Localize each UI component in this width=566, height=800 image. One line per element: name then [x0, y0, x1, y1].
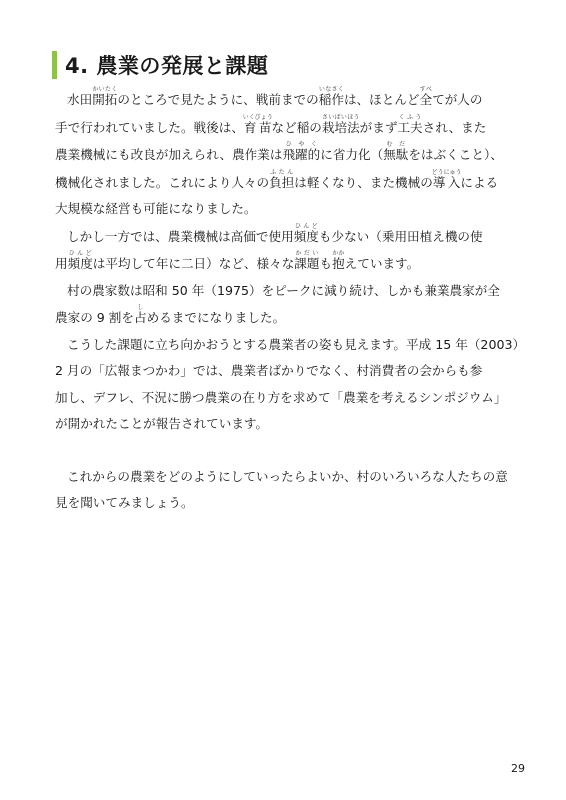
- text-segment: こうした課題に立ち向かおうとする農業者の姿も見えます。平成 15 年（2003）: [67, 336, 526, 352]
- text-line: [55, 223, 515, 251]
- furigana-reading: ふたん: [269, 168, 295, 176]
- furigana-word: [269, 168, 295, 190]
- furigana-word: [419, 86, 433, 107]
- furigana-word: [92, 86, 118, 107]
- text-segment: 加し、デフレ、不況に勝つ農業の在り方を求めて「農業を考えるシンポジウム」: [55, 389, 507, 405]
- ruby-base: 頻度: [67, 256, 93, 271]
- page-number: 29: [511, 762, 525, 775]
- furigana-reading: むだ: [383, 141, 409, 148]
- furigana-reading: ひやく: [282, 141, 321, 148]
- text-line: [55, 304, 515, 332]
- text-segment: しかし一方では、農業機械は高価で使用: [67, 228, 294, 244]
- text-segment: 機械化されました。これにより人々の: [55, 174, 270, 190]
- furigana-word: [431, 168, 462, 190]
- text-line: [55, 278, 515, 305]
- ruby-base: 占: [134, 310, 147, 325]
- ruby-base: 全: [419, 92, 433, 107]
- ruby-base: 導入: [431, 174, 462, 190]
- ruby-base: 課題: [294, 256, 320, 271]
- text-line: [55, 411, 515, 438]
- text-line: [55, 490, 515, 517]
- furigana-reading: かだい: [294, 250, 320, 257]
- section-title: 4. 農業の発展と課題: [65, 54, 269, 78]
- text-line: [55, 141, 515, 169]
- body-text: [55, 86, 526, 517]
- text-segment: は、ほとんど: [343, 92, 420, 107]
- furigana-reading: いなさく: [318, 86, 344, 93]
- text-segment: され、また: [422, 119, 487, 135]
- text-segment: 農業機械にも改良が加えられ、農作業は: [55, 147, 283, 162]
- ruby-base: 開拓: [92, 92, 118, 107]
- text-segment: 水田: [67, 92, 93, 107]
- text-segment: は軽くなり、また機械の: [294, 174, 433, 190]
- text-line: [55, 114, 515, 142]
- ruby-base: 稲作: [318, 92, 344, 107]
- furigana-reading: し: [134, 304, 147, 311]
- text-segment: をはぶくこと）、: [408, 147, 503, 162]
- paragraph-gap: [55, 438, 515, 464]
- furigana-reading: いくびょう: [242, 113, 273, 121]
- text-segment: に省力化（: [320, 147, 384, 162]
- furigana-reading: くふう: [397, 113, 423, 121]
- text-line: [55, 358, 515, 385]
- furigana-reading: かいたく: [92, 86, 118, 93]
- text-segment: による: [460, 174, 499, 190]
- paragraph: [55, 86, 515, 223]
- furigana-reading: すべ: [419, 86, 433, 93]
- furigana-word: [383, 141, 409, 162]
- paragraph: [55, 464, 515, 517]
- paragraph: [55, 278, 515, 332]
- furigana-word: [282, 141, 321, 162]
- text-line: [55, 86, 515, 114]
- text-segment: 農家の 9 割を: [55, 310, 134, 325]
- text-segment: も: [319, 256, 333, 271]
- paragraph: [55, 332, 526, 438]
- text-line: [55, 464, 515, 491]
- text-segment: 2 月の「広報まつかわ」では、農業者ばかりでなく、村消費者の会からも参: [55, 363, 483, 378]
- text-line: [55, 385, 515, 412]
- text-line: [55, 332, 526, 359]
- furigana-reading: ひんど: [67, 250, 93, 257]
- furigana-word: [332, 250, 345, 271]
- heading-accent-bar: [52, 51, 57, 79]
- ruby-base: 抱: [332, 256, 345, 271]
- text-segment: 大規模な経営も可能になりました。: [55, 201, 257, 216]
- text-segment: がまず: [359, 119, 398, 135]
- text-segment: が開かれたことが報告されています。: [55, 416, 269, 431]
- furigana-word: [242, 113, 273, 135]
- ruby-base: 栽培法: [321, 119, 360, 135]
- furigana-reading: ひんど: [293, 222, 319, 230]
- ruby-base: 負担: [269, 174, 295, 190]
- text-segment: 用: [55, 256, 68, 271]
- text-segment: てが人の: [432, 92, 483, 107]
- ruby-base: 頻度: [293, 228, 319, 244]
- paragraph: [55, 223, 515, 278]
- text-segment: も少ない（乗用田植え機の使: [318, 228, 483, 244]
- text-segment: 見を聞いてみましょう。: [55, 495, 194, 510]
- text-segment: これからの農業をどのようにしていったらよいか、村のいろいろな人たちの意: [67, 468, 508, 484]
- text-segment: えています。: [344, 256, 420, 271]
- ruby-base: 工夫: [397, 119, 423, 135]
- ruby-base: 飛躍的: [282, 147, 321, 162]
- text-segment: は平均して年に二日）など、様々な: [92, 256, 295, 271]
- text-segment: 手で行われていました。戦後は、: [55, 119, 244, 135]
- text-line: [55, 169, 515, 197]
- ruby-base: 育苗: [242, 119, 273, 135]
- furigana-word: [294, 250, 320, 271]
- text-segment: など稲の: [271, 119, 322, 135]
- text-line: [55, 196, 515, 223]
- furigana-reading: どうにゅう: [431, 168, 462, 176]
- furigana-reading: さいばいほう: [321, 113, 360, 121]
- furigana-word: [321, 113, 360, 135]
- section-heading: [52, 50, 268, 80]
- text-segment: 村の農家数は昭和 50 年（1975）をピークに減り続け、しかも兼業農家が全: [67, 282, 500, 298]
- furigana-reading: かか: [332, 250, 345, 257]
- ruby-base: 無駄: [383, 147, 409, 162]
- furigana-word: [293, 222, 319, 244]
- furigana-word: [397, 113, 423, 135]
- furigana-word: [318, 86, 344, 107]
- text-segment: めるまでになりました。: [146, 310, 286, 325]
- text-segment: のところで見たように、戦前までの: [117, 92, 319, 107]
- text-line: [55, 250, 515, 278]
- furigana-word: [67, 250, 93, 271]
- furigana-word: [134, 304, 147, 325]
